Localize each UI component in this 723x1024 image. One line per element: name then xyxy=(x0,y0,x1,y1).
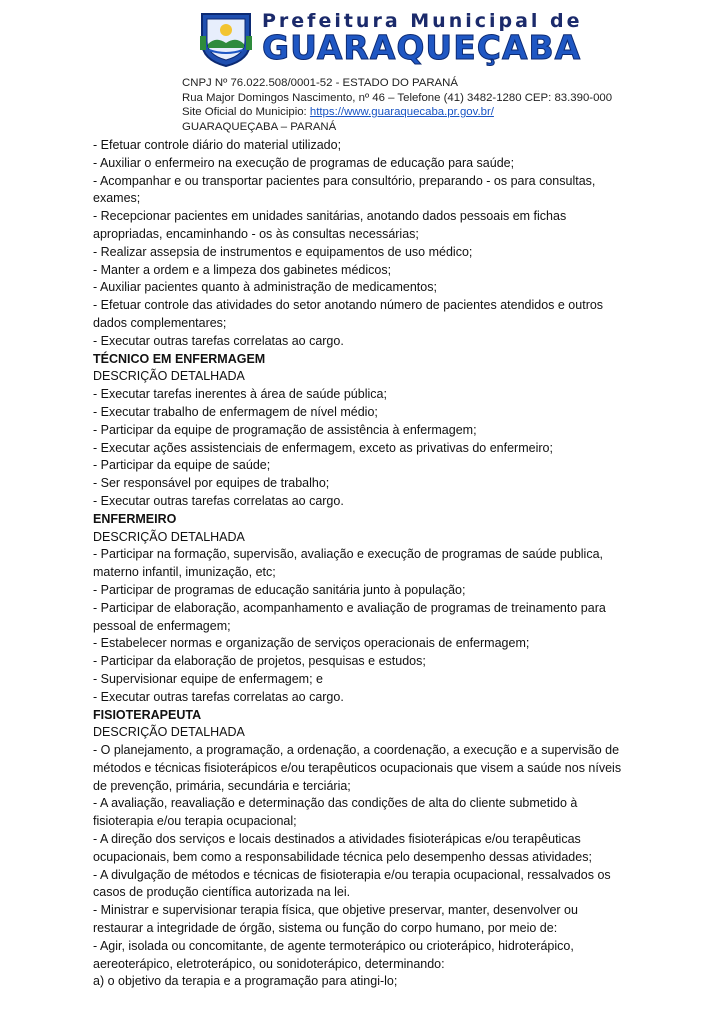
subheading-descricao: DESCRIÇÃO DETALHADA xyxy=(93,725,245,740)
text-line: - Participar da equipe de programação de assistência à enfermagem; xyxy=(93,422,477,437)
document-body xyxy=(93,137,663,991)
header-cnpj: CNPJ Nº 76.022.508/0001-52 - ESTADO DO PARANÁ xyxy=(182,77,458,89)
text-line: - Estabelecer normas e organização de serviços operacionais de enfermagem; xyxy=(93,636,530,651)
text-line: - Recepcionar pacientes em unidades sanitárias, anotando dados pessoais em fichas xyxy=(93,209,567,224)
text-line: apropriadas, encaminhando - os às consultas necessárias; xyxy=(93,226,419,241)
header-info xyxy=(182,76,612,134)
section-heading-fisioterapeuta: FISIOTERAPEUTA xyxy=(93,707,202,722)
text-line: - Ser responsável por equipes de trabalho; xyxy=(93,476,330,491)
text-line: - Participar de programas de educação sanitária junto à população; xyxy=(93,582,466,597)
text-line: - Efetuar controle diário do material utilizado; xyxy=(93,138,342,152)
header-title-line1: Prefeitura Municipal de xyxy=(262,10,583,32)
text-line: - Executar ações assistenciais de enfermagem, exceto as privativas do enfermeiro; xyxy=(93,440,553,455)
text-line: - Ministrar e supervisionar terapia física, que objetive preservar, manter, desenvolver ou xyxy=(93,903,578,918)
text-line: - Agir, isolada ou concomitante, de agente termoterápico ou crioterápico, hidroterápico, xyxy=(93,938,574,953)
subheading-descricao: DESCRIÇÃO DETALHADA xyxy=(93,529,245,544)
text-line: métodos e técnicas fisioterápicos e/ou terapêuticos ocupacionais que visem a saúde nos níveis xyxy=(93,760,622,775)
text-line: pessoal de enfermagem; xyxy=(93,618,231,633)
text-line: a) o objetivo da terapia e a programação para atingi-lo; xyxy=(93,974,398,989)
text-line: - A direção dos serviços e locais destinados a atividades fisioterápicas e/ou terapêuticas xyxy=(93,832,581,847)
header-title-line2: GUARAQUEÇABA xyxy=(262,28,582,67)
text-line: - Auxiliar pacientes quanto à administração de medicamentos; xyxy=(93,280,437,295)
text-line: - O planejamento, a programação, a ordenação, a coordenação, a execução e a supervisão de xyxy=(93,743,620,758)
municipal-crest-logo xyxy=(196,10,256,68)
text-line: - Acompanhar e ou transportar pacientes para consultório, preparando - os para consultas, xyxy=(93,173,596,188)
text-line: - Participar na formação, supervisão, avaliação e execução de programas de saúde publica, xyxy=(93,547,604,562)
text-line: dados complementares; xyxy=(93,315,227,330)
header-address: Rua Major Domingos Nascimento, nº 46 – Telefone (41) 3482-1280 CEP: 83.390-000 xyxy=(182,91,613,104)
letterhead xyxy=(0,0,723,135)
header-site-label: Site Oficial do Municipio: xyxy=(182,106,310,118)
text-line: fisioterapia e/ou terapia ocupacional; xyxy=(93,814,297,829)
text-line: - A divulgação de métodos e técnicas de fisioterapia e/ou terapia ocupacional, ressalvados os xyxy=(93,867,611,882)
text-line: - Executar outras tarefas correlatas ao cargo. xyxy=(93,493,344,508)
section-heading-enfermeiro: ENFERMEIRO xyxy=(93,511,177,526)
header-site xyxy=(182,105,612,120)
text-line: - Manter a ordem e a limpeza dos gabinetes médicos; xyxy=(93,262,392,277)
text-line: - Supervisionar equipe de enfermagem; e xyxy=(93,671,323,686)
text-line: - Executar outras tarefas correlatas ao cargo. xyxy=(93,689,344,704)
text-line: - Executar tarefas inerentes à área de saúde pública; xyxy=(93,387,387,402)
text-line: - Participar da elaboração de projetos, pesquisas e estudos; xyxy=(93,654,426,669)
text-line: - Participar da equipe de saúde; xyxy=(93,458,271,473)
text-line: - Efetuar controle das atividades do setor anotando número de pacientes atendidos e outros xyxy=(93,298,604,313)
text-line: materno infantil, imunização, etc; xyxy=(93,565,276,580)
subheading-descricao: DESCRIÇÃO DETALHADA xyxy=(93,369,245,384)
section-heading-tecnico-enfermagem: TÉCNICO EM ENFERMAGEM xyxy=(93,351,266,366)
text-line: ocupacionais, bem como a responsabilidade técnica pelo desempenho dessas atividades; xyxy=(93,849,592,864)
text-line: - Executar outras tarefas correlatas ao cargo. xyxy=(93,333,344,348)
text-line: - Realizar assepsia de instrumentos e equipamentos de uso médico; xyxy=(93,244,473,259)
text-line: - Auxiliar o enfermeiro na execução de programas de educação para saúde; xyxy=(93,155,515,170)
header-site-link[interactable]: https://www.guaraquecaba.pr.gov.br/ xyxy=(309,106,494,118)
text-line: exames; xyxy=(93,191,141,206)
text-line: - Executar trabalho de enfermagem de nível médio; xyxy=(93,404,378,419)
text-line: de prevenção, primária, secundária e terciária; xyxy=(93,778,351,793)
text-line: - Participar de elaboração, acompanhamento e avaliação de programas de treinamento para xyxy=(93,600,606,615)
text-line: casos de produção científica autorizada na lei. xyxy=(93,885,351,900)
text-line: - A avaliação, reavaliação e determinação das condições de alta do cliente submetido à xyxy=(93,796,578,811)
text-line: aereoterápico, eletroterápico, ou sonidoterápico, determinando: xyxy=(93,956,445,971)
text-line: restaurar a integridade de órgão, sistema ou função do corpo humano, por meio de: xyxy=(93,921,558,936)
header-city: GUARAQUEÇABA – PARANÁ xyxy=(182,120,337,133)
